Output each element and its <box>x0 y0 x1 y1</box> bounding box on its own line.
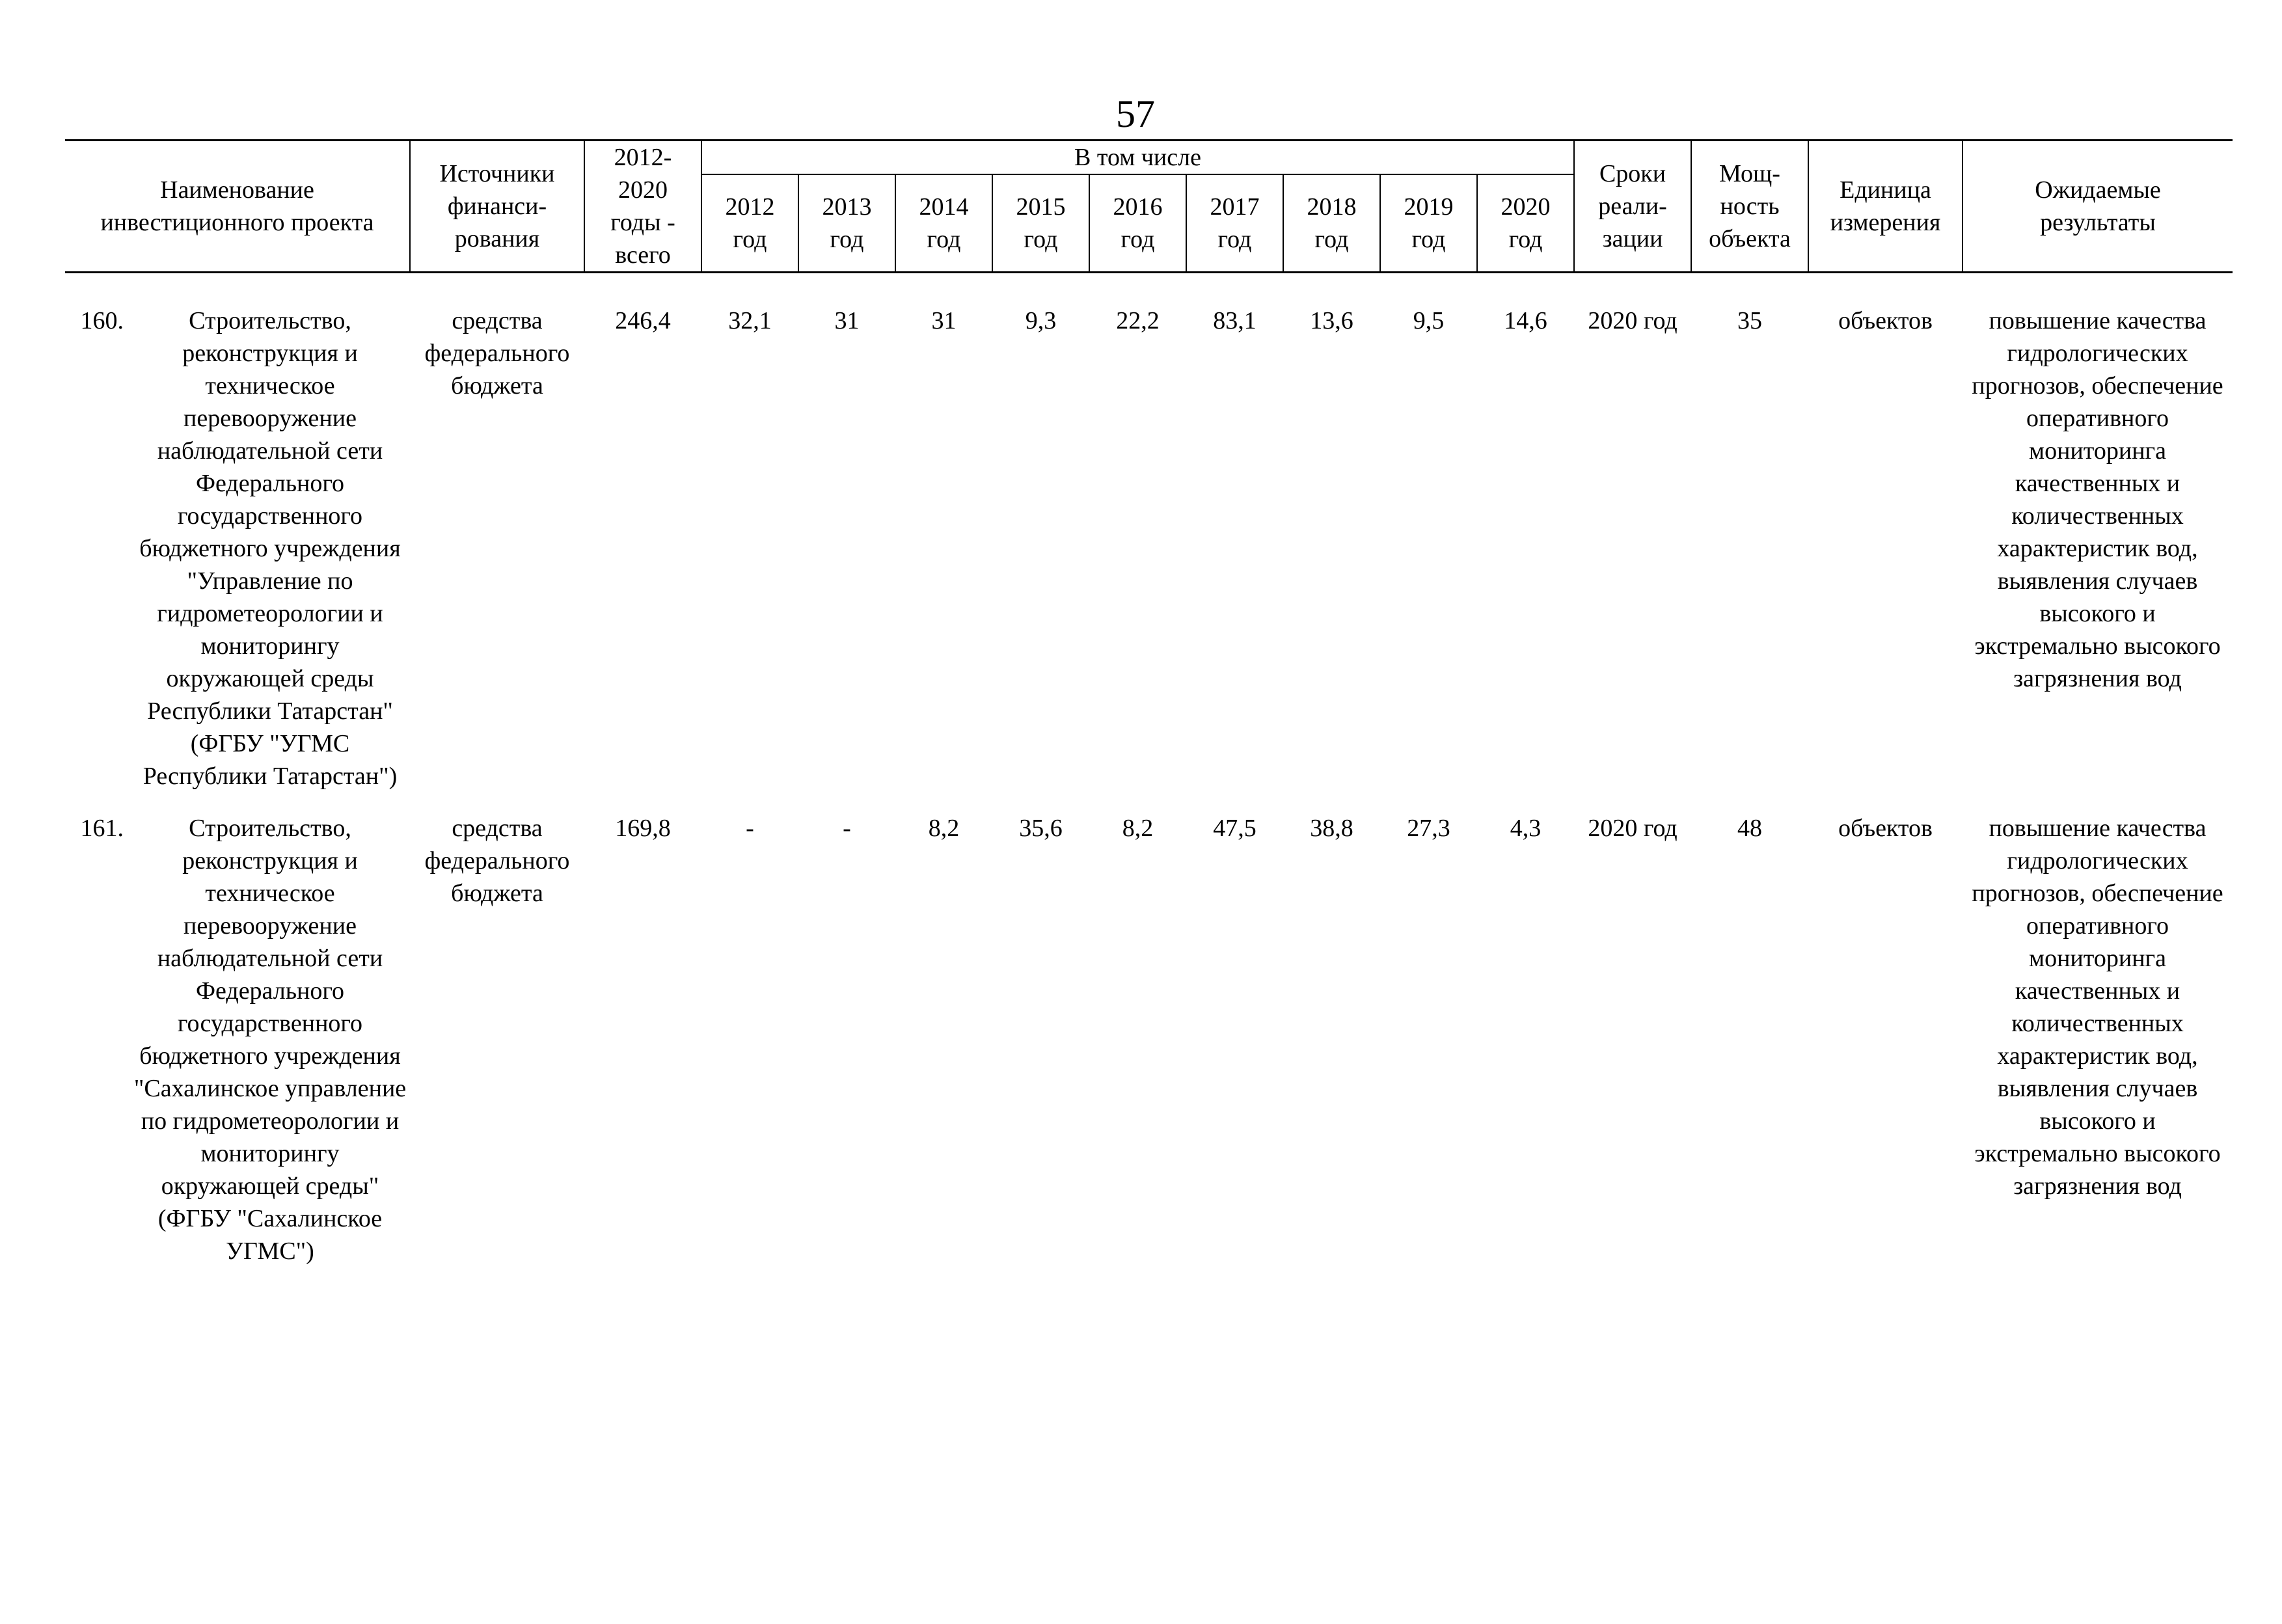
header-year-2017 <box>1186 174 1283 273</box>
header-sources-line: Источники <box>439 160 555 187</box>
value-2016: 22,2 <box>1116 307 1160 334</box>
header-year-2016 <box>1089 174 1186 273</box>
year-label: 2013 <box>822 193 872 221</box>
header-year-2020 <box>1477 174 1574 273</box>
year-label: 2012 <box>725 193 775 221</box>
header-sources-line: рования <box>454 225 540 252</box>
value-2016: 8,2 <box>1122 815 1154 842</box>
header-results <box>1963 141 2233 273</box>
header-year-2014 <box>895 174 992 273</box>
header-results-line: результаты <box>2040 209 2156 236</box>
expected-results: повышение качества гидрологических прогнозов, обеспечение оперативного мониторинга качественных и количественных характеристик вод, выявления случаев высокого и экстремально высокого загрязнения вод <box>1972 815 2223 1200</box>
header-sources-line: финанси- <box>447 193 547 220</box>
total-value: 246,4 <box>615 307 671 334</box>
header-year-2019 <box>1380 174 1477 273</box>
project-name: Строительство, реконструкция и техническое перевооружение наблюдательной сети Федерального государственного бюджетного учреждения "Сахалинское управление по гидрометеорологии и мониторингу окружающей среды" (ФГБУ "Сахалинское УГМС") <box>133 815 407 1265</box>
value-2014: 8,2 <box>928 815 960 842</box>
header-capacity-line: ность <box>1720 193 1780 220</box>
value-2017: 83,1 <box>1213 307 1256 334</box>
investment-projects-table <box>65 139 2233 1287</box>
year-unit: год <box>1217 226 1252 253</box>
header-year-2015 <box>992 174 1089 273</box>
value-2013: 31 <box>834 307 860 334</box>
header-terms-line: Сроки <box>1599 160 1666 187</box>
year-label: 2017 <box>1210 193 1260 221</box>
row-index: 161. <box>80 815 124 842</box>
header-total-line: 2012- <box>614 144 672 171</box>
value-2012: 32,1 <box>728 307 772 334</box>
year-unit: год <box>1024 226 1058 253</box>
value-2017: 47,5 <box>1213 815 1256 842</box>
expected-results: повышение качества гидрологических прогнозов, обеспечение оперативного мониторинга качественных и количественных характеристик вод, выявления случаев высокого и экстремально высокого загрязнения вод <box>1972 307 2223 692</box>
value-2019: 9,5 <box>1413 307 1445 334</box>
value-2013: - <box>843 815 851 842</box>
year-unit: год <box>927 226 961 253</box>
header-year-2013 <box>798 174 895 273</box>
header-terms <box>1574 141 1691 273</box>
page-number: 57 <box>1116 92 1155 135</box>
project-name-cell <box>65 304 410 812</box>
object-capacity: 35 <box>1737 307 1763 334</box>
table-row <box>65 812 2233 1287</box>
header-unit-line: Единица <box>1840 176 1931 204</box>
year-label: 2015 <box>1016 193 1066 221</box>
header-sources <box>410 141 584 273</box>
year-unit: год <box>733 226 767 253</box>
header-year-2012 <box>701 174 798 273</box>
header-results-line: Ожидаемые <box>2035 176 2161 204</box>
table-row <box>65 304 2233 812</box>
measurement-unit: объектов <box>1838 307 1933 334</box>
total-value: 169,8 <box>615 815 671 842</box>
value-2018: 38,8 <box>1310 815 1353 842</box>
header-project-name-text: Наименование инвестиционного проекта <box>100 176 374 236</box>
implementation-term: 2020 год <box>1588 815 1678 842</box>
year-unit: год <box>1314 226 1349 253</box>
header-capacity <box>1691 141 1808 273</box>
year-unit: год <box>1508 226 1543 253</box>
header-capacity-line: Мощ- <box>1719 160 1780 187</box>
header-including: В том числе <box>701 141 1574 175</box>
header-project-name <box>65 141 410 273</box>
value-2018: 13,6 <box>1310 307 1353 334</box>
year-unit: год <box>1121 226 1155 253</box>
header-capacity-line: объекта <box>1709 225 1791 252</box>
project-name-cell <box>65 812 410 1287</box>
value-2014: 31 <box>931 307 957 334</box>
value-2015: 9,3 <box>1025 307 1057 334</box>
implementation-term: 2020 год <box>1588 307 1678 334</box>
row-index: 160. <box>80 307 124 334</box>
value-2019: 27,3 <box>1407 815 1450 842</box>
measurement-unit: объектов <box>1838 815 1933 842</box>
funding-source: средства федерального бюджета <box>424 307 570 399</box>
header-terms-line: зации <box>1602 225 1663 252</box>
header-year-2018 <box>1283 174 1380 273</box>
header-total <box>584 141 701 273</box>
project-name: Строительство, реконструкция и техническое перевооружение наблюдательной сети Федерального государственного бюджетного учреждения "Управление по гидрометеорологии и мониторингу окружающей среды Республики Татарстан" (ФГБУ "УГМС Республики Татарстан") <box>139 307 401 790</box>
value-2015: 35,6 <box>1019 815 1063 842</box>
header-total-line: всего <box>615 241 671 269</box>
year-label: 2018 <box>1307 193 1357 221</box>
header-total-line: 2020 <box>618 176 668 204</box>
header-unit-line: измерения <box>1830 209 1941 236</box>
year-label: 2014 <box>919 193 969 221</box>
value-2020: 4,3 <box>1510 815 1542 842</box>
year-unit: год <box>1411 226 1446 253</box>
year-unit: год <box>830 226 864 253</box>
year-label: 2020 <box>1501 193 1551 221</box>
year-label: 2019 <box>1404 193 1454 221</box>
header-total-line: годы - <box>610 209 675 236</box>
header-unit <box>1808 141 1963 273</box>
value-2012: - <box>746 815 754 842</box>
funding-source: средства федерального бюджета <box>424 815 570 907</box>
header-terms-line: реали- <box>1598 193 1667 220</box>
object-capacity: 48 <box>1737 815 1763 842</box>
year-label: 2016 <box>1113 193 1163 221</box>
value-2020: 14,6 <box>1504 307 1547 334</box>
